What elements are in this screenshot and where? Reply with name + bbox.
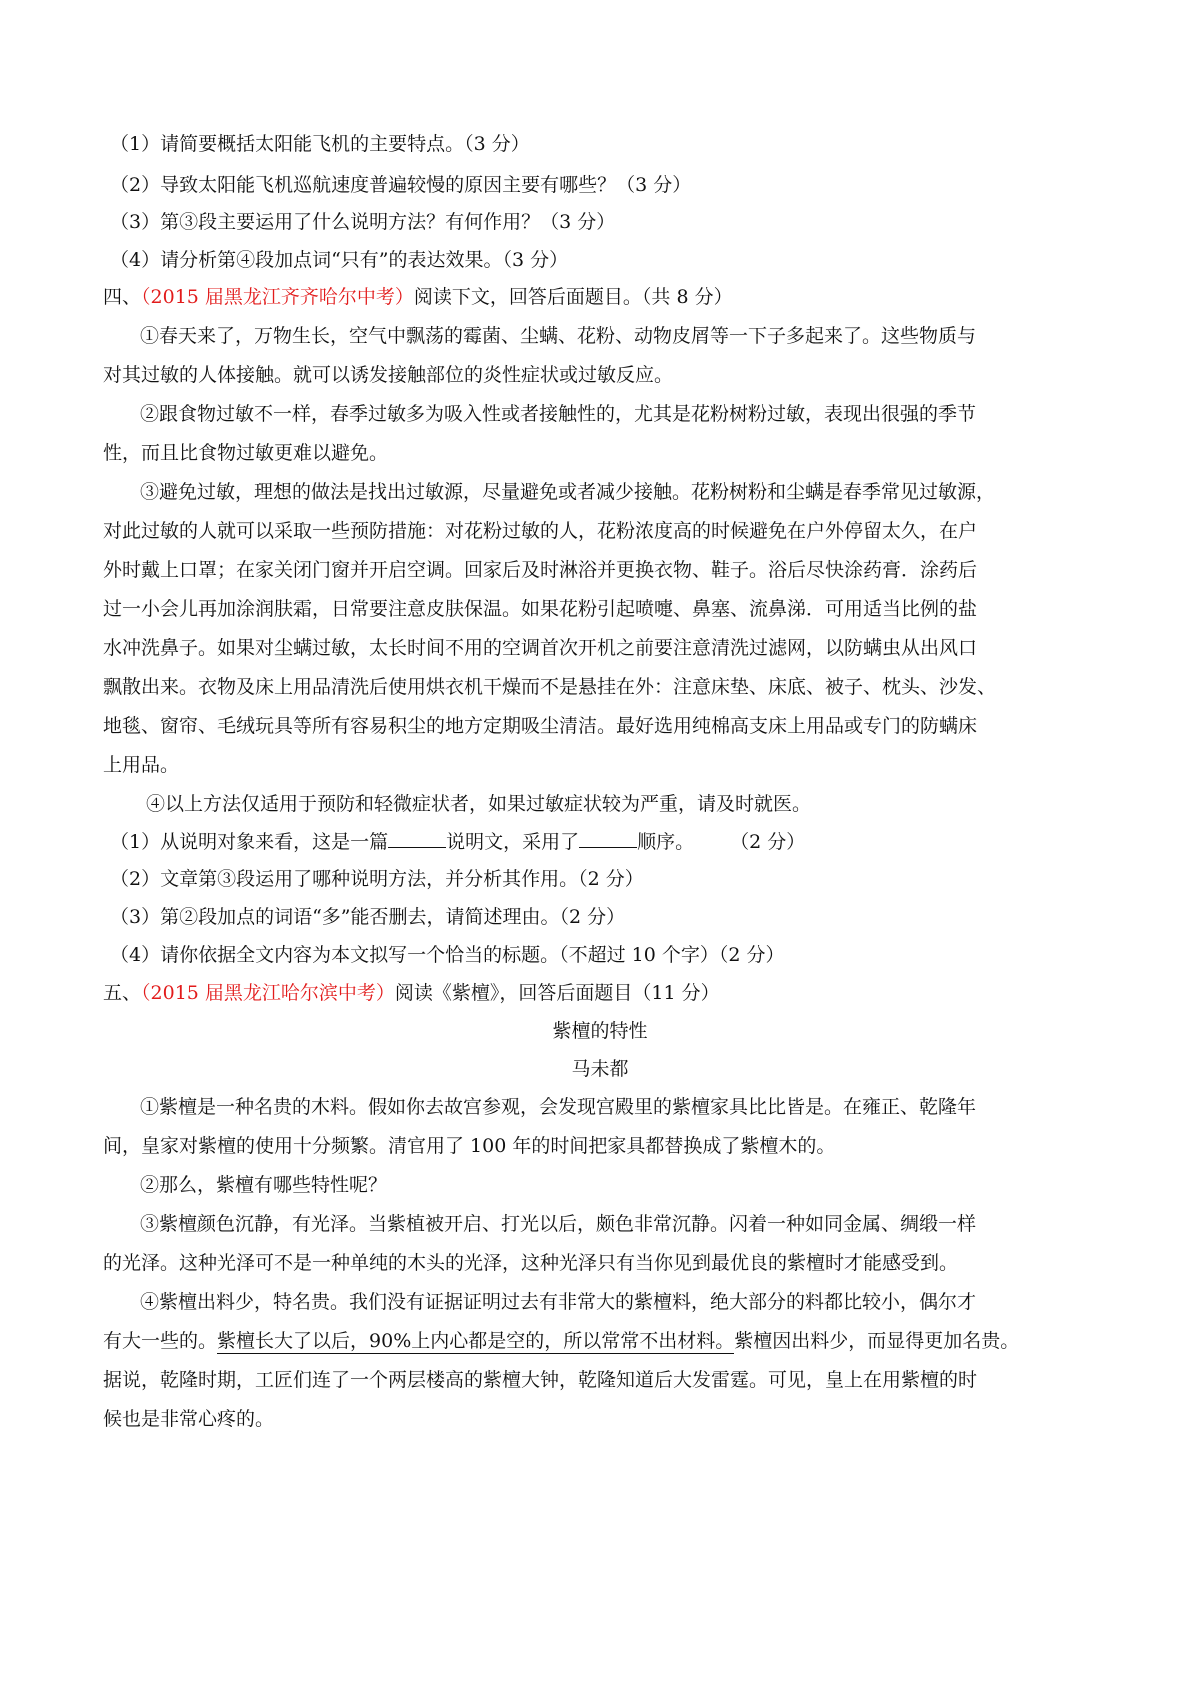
- question-4-4: （4）请你依据全文内容为本文拟写一个恰当的标题。（不超过 10 个字）（2 分）: [110, 944, 785, 966]
- question-4-1: [110, 829, 805, 855]
- passage-line: 对此过敏的人就可以采取一些预防措施：对花粉过敏的人，花粉浓度高的时候避免在户外停留太久，在户: [103, 520, 978, 542]
- passage-line: ③避免过敏，理想的做法是找出过敏源，尽量避免或者减少接触。花粉树粉和尘螨是春季常见过敏源，: [140, 481, 996, 503]
- passage-line: ①春天来了，万物生长，空气中飘荡的霉菌、尘螨、花粉、动物皮屑等一下子多起来了。这些物质与: [140, 325, 977, 347]
- passage-line: 候也是非常心疼的。: [103, 1408, 275, 1430]
- question-4-2: （2）文章第③段运用了哪种说明方法，并分析其作用。（2 分）: [110, 868, 644, 890]
- passage-line: ②跟食物过敏不一样，春季过敏多为吸入性或者接触性的，尤其是花粉树粉过敏，表现出很强的季节: [140, 403, 977, 425]
- passage-title: 紫檀的特性: [552, 1020, 648, 1042]
- passage-line: [103, 1328, 1019, 1354]
- section-5-number: 五、: [103, 982, 142, 1004]
- section-5-instruction: 阅读《紫檀》，回答后面题目（11 分）: [394, 982, 720, 1004]
- underlined-sentence: 紫檀长大了以后，90%上内心都是空的，所以常常不出材料。: [217, 1330, 735, 1352]
- question-3-4: （4）请分析第④段加点词“只有”的表达效果。（3 分）: [110, 249, 569, 271]
- passage-line: ①紫檀是一种名贵的木料。假如你去故宫参观，会发现宫殿里的紫檀家具比比皆是。在雍正、乾隆年: [140, 1096, 977, 1118]
- passage-line: 地毯、窗帘、毛绒玩具等所有容易积尘的地方定期吸尘清洁。最好选用纯棉高支床上用品或专门的防螨床: [103, 715, 978, 737]
- passage-line: 间，皇家对紫檀的使用十分频繁。清官用了 100 年的时间把家具都替换成了紫檀木的。: [103, 1135, 836, 1157]
- question-4-3: （3）第②段加点的词语“多”能否删去，请简述理由。（2 分）: [110, 906, 626, 928]
- question-4-1-text: 说明文，采用了: [446, 831, 580, 853]
- passage-line: 水冲洗鼻子。如果对尘螨过敏，太长时间不用的空调首次开机之前要注意清洗过滤网，以防螨虫从出风口: [103, 637, 978, 659]
- passage-line: 外时戴上口罩；在家关闭门窗并开启空调。回家后及时淋浴并更换衣物、鞋子。浴后尽快涂药膏．涂药后: [103, 559, 978, 581]
- passage-line: ④紫檀出料少，特名贵。我们没有证据证明过去有非常大的紫檀料，绝大部分的料都比较小，偶尔才: [140, 1291, 977, 1313]
- question-4-1-score: （2 分）: [730, 831, 806, 853]
- section-4-source: （2015 届黑龙江齐齐哈尔中考）: [141, 286, 414, 308]
- section-4-number: 四、: [103, 286, 142, 308]
- question-3-2: （2）导致太阳能飞机巡航速度普遍较慢的原因主要有哪些？（3 分）: [110, 174, 692, 196]
- section-5-heading: [103, 980, 720, 1006]
- passage-line: 上用品。: [103, 754, 180, 776]
- passage-line: 对其过敏的人体接触。就可以诱发接触部位的炎性症状或过敏反应。: [103, 364, 674, 386]
- passage-line: ②那么，紫檀有哪些特性呢？: [140, 1174, 388, 1196]
- section-4-heading: [103, 284, 733, 310]
- passage-text: 有大一些的。: [103, 1330, 218, 1352]
- section-4-instruction: 阅读下文，回答后面题目。（共 8 分）: [413, 286, 733, 308]
- section-5-source: （2015 届黑龙江哈尔滨中考）: [141, 982, 395, 1004]
- question-3-3: （3）第③段主要运用了什么说明方法？有何作用？（3 分）: [110, 211, 616, 233]
- passage-author: 马未都: [571, 1058, 629, 1080]
- passage-line: ④以上方法仅适用于预防和轻微症状者，如果过敏症状较为严重，请及时就医。: [146, 793, 812, 815]
- passage-line: 据说，乾隆时期，工匠们连了一个两层楼高的紫檀大钟，乾隆知道后大发雷霆。可见，皇上在用紫檀的时: [103, 1369, 978, 1391]
- passage-line: ③紫檀颜色沉静，有光泽。当紫植被开启、打光以后，颇色非常沉静。闪着一种如同金属、绸缎一样: [140, 1213, 977, 1235]
- answer-blank[interactable]: [579, 829, 637, 848]
- passage-line: 过一小会儿再加涂润肤霜，日常要注意皮肤保温。如果花粉引起喷嚏、鼻塞、流鼻涕．可用适当比例的盐: [103, 598, 978, 620]
- passage-line: 的光泽。这种光泽可不是一种单纯的木头的光泽，这种光泽只有当你见到最优良的紫檀时才能感受到。: [103, 1252, 959, 1274]
- question-3-1: （1）请简要概括太阳能飞机的主要特点。（3 分）: [110, 133, 530, 155]
- question-4-1-text: （1）从说明对象来看，这是一篇: [110, 831, 389, 853]
- passage-line: 性，而且比食物过敏更难以避免。: [103, 442, 389, 464]
- passage-line: 飘散出来。衣物及床上用品清洗后使用烘衣机干燥而不是悬挂在外：注意床垫、床底、被子、枕头、沙发、: [103, 676, 997, 698]
- answer-blank[interactable]: [388, 829, 446, 848]
- question-4-1-text: 顺序。: [637, 831, 695, 853]
- passage-text: 紫檀因出料少，而显得更加名贵。: [734, 1330, 1020, 1352]
